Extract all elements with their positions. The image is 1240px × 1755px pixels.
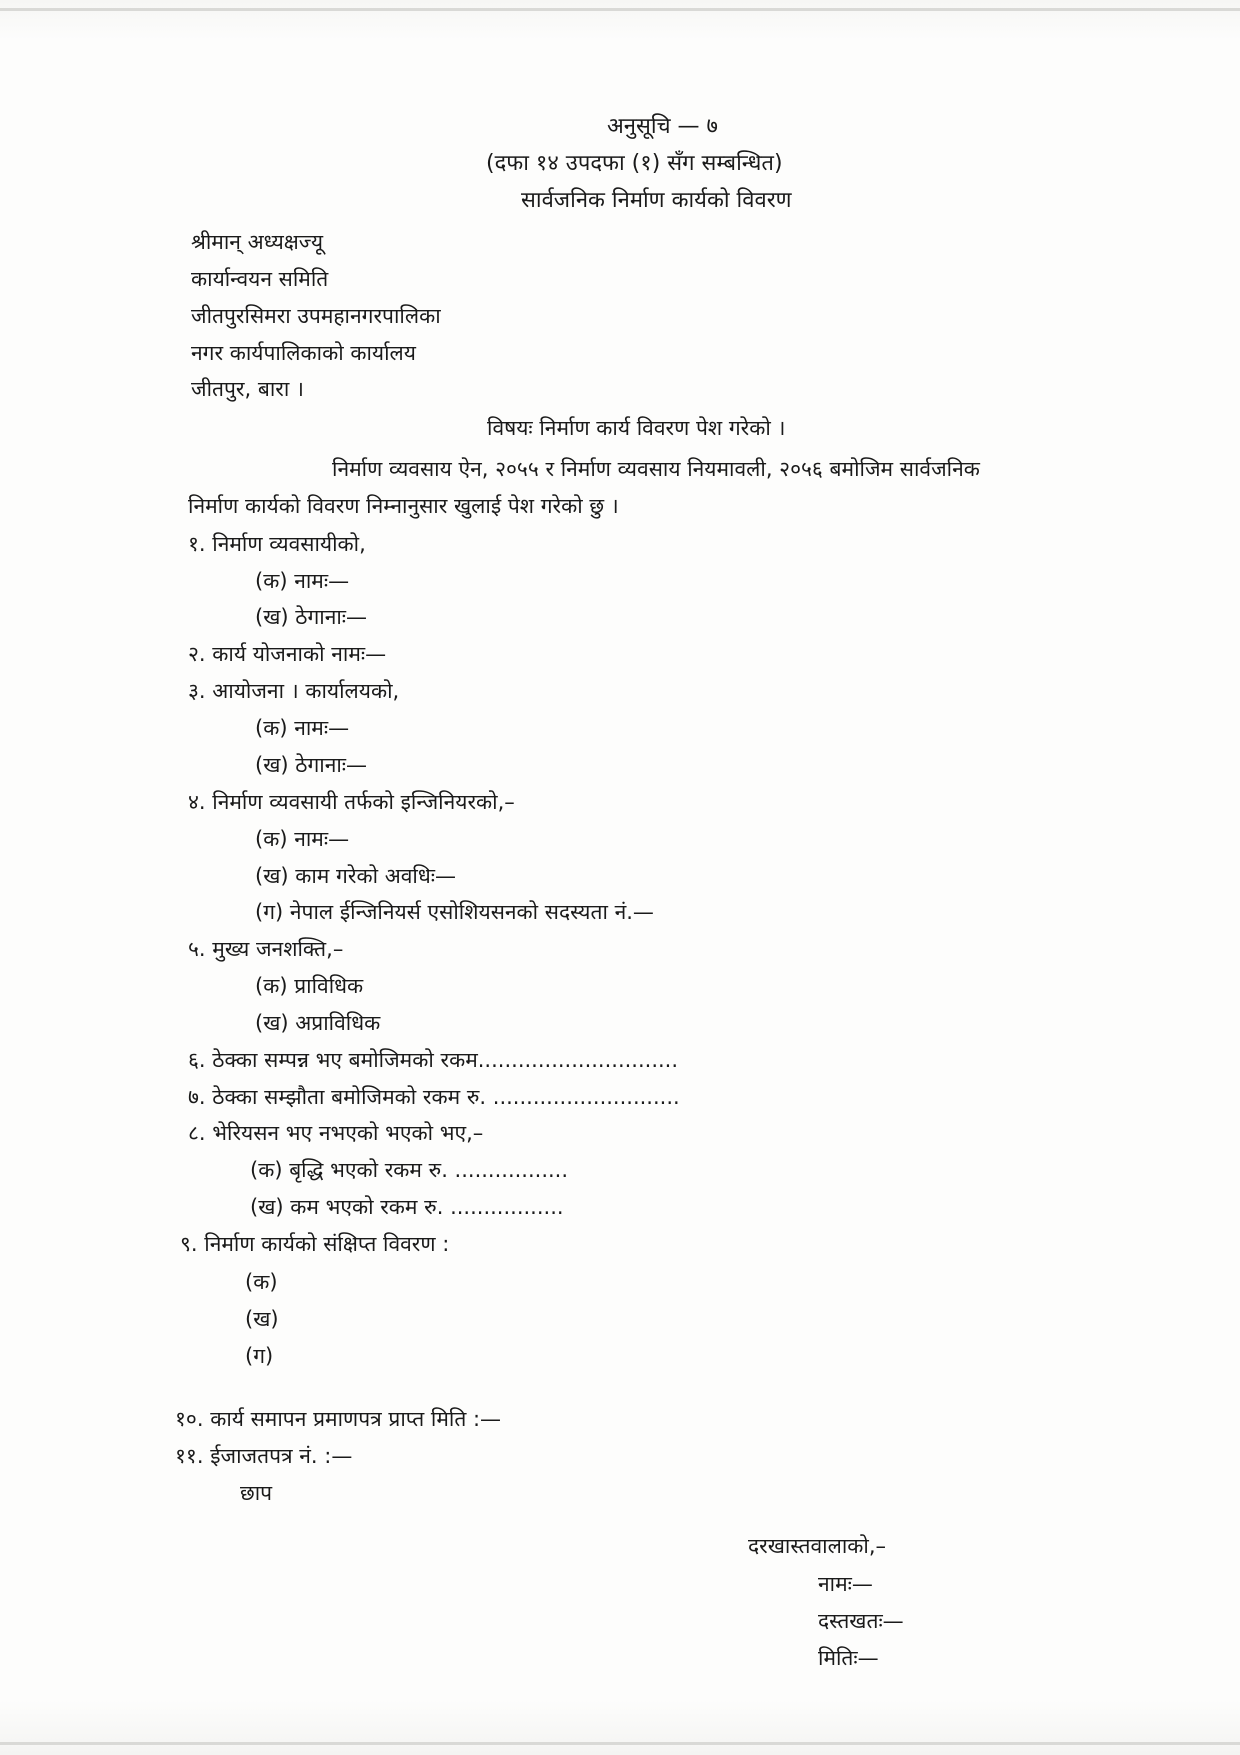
body-line-1: निर्माण व्यवसाय ऐन, २०५५ र निर्माण व्यवसाय नियमावली, २०५६ बमोजिम सार्वजनिक bbox=[332, 457, 980, 481]
item-9-c: (ग) bbox=[245, 1344, 274, 1368]
item-4-membership: (ग) नेपाल ईन्जिनियर्स एसोशियसनको सदस्यता नं.— bbox=[255, 900, 654, 924]
item-1-name: (क) नामः— bbox=[255, 569, 350, 593]
scan-top-edge bbox=[0, 8, 1240, 11]
item-3-name: (क) नामः— bbox=[255, 716, 350, 740]
item-9-a: (क) bbox=[245, 1270, 278, 1294]
item-9: ९. निर्माण कार्यको संक्षिप्त विवरण : bbox=[180, 1232, 450, 1256]
item-8-increase: (क) बृद्धि भएको रकम रु. ................. bbox=[250, 1158, 569, 1182]
applicant-name: नामः— bbox=[818, 1572, 873, 1596]
item-3: ३. आयोजना । कार्यालयको, bbox=[188, 679, 400, 703]
item-4-duration: (ख) काम गरेको अवधिः— bbox=[255, 864, 457, 888]
addressee-line-1: श्रीमान् अध्यक्षज्यू bbox=[191, 230, 324, 254]
applicant-date: मितिः— bbox=[818, 1646, 879, 1670]
item-11: ११. ईजाजतपत्र नं. :— bbox=[175, 1444, 353, 1468]
item-1-address: (ख) ठेगानाः— bbox=[255, 605, 368, 629]
body-line-2: निर्माण कार्यको विवरण निम्नानुसार खुलाई पेश गरेको छु । bbox=[188, 494, 619, 518]
applicant-signature: दस्तखतः— bbox=[818, 1609, 904, 1633]
item-5-nontechnical: (ख) अप्राविधिक bbox=[255, 1011, 381, 1035]
item-4: ४. निर्माण व्यवसायी तर्फको इन्जिनियरको,– bbox=[188, 790, 515, 814]
applicant-heading: दरखास्तवालाको,– bbox=[748, 1534, 887, 1558]
addressee-line-5: जीतपुर, बारा । bbox=[191, 377, 304, 401]
item-4-name: (क) नामः— bbox=[255, 827, 350, 851]
item-10: १०. कार्य समापन प्रमाणपत्र प्राप्त मिति :— bbox=[175, 1407, 502, 1431]
schedule-number: अनुसूचि — ७ bbox=[607, 114, 718, 139]
item-6: ६. ठेक्का सम्पन्न भए बमोजिमको रकम.............................. bbox=[188, 1048, 679, 1072]
scan-bottom-edge bbox=[0, 1742, 1240, 1745]
item-5-technical: (क) प्राविधिक bbox=[255, 974, 364, 998]
stamp-label: छाप bbox=[240, 1481, 273, 1505]
item-2: २. कार्य योजनाको नामः— bbox=[188, 642, 387, 666]
addressee-line-4: नगर कार्यपालिकाको कार्यालय bbox=[191, 341, 416, 365]
section-reference: (दफा १४ उपदफा (१) सँग सम्बन्धित) bbox=[486, 151, 783, 176]
addressee-line-3: जीतपुरसिमरा उपमहानगरपालिका bbox=[191, 304, 441, 328]
item-3-address: (ख) ठेगानाः— bbox=[255, 753, 368, 777]
item-8: ८. भेरियसन भए नभएको भएको भए,– bbox=[188, 1121, 484, 1145]
item-7: ७. ठेक्का सम्झौता बमोजिमको रकम रु. ............................ bbox=[188, 1085, 680, 1109]
item-1: १. निर्माण व्यवसायीको, bbox=[188, 532, 366, 556]
document-title: सार्वजनिक निर्माण कार्यको विवरण bbox=[521, 188, 792, 213]
addressee-line-2: कार्यान्वयन समिति bbox=[191, 267, 329, 291]
item-9-b: (ख) bbox=[245, 1307, 279, 1331]
item-5: ५. मुख्य जनशक्ति,– bbox=[188, 937, 344, 961]
item-8-decrease: (ख) कम भएको रकम रु. ................. bbox=[250, 1195, 564, 1219]
subject-line: विषयः निर्माण कार्य विवरण पेश गरेको । bbox=[487, 416, 786, 440]
